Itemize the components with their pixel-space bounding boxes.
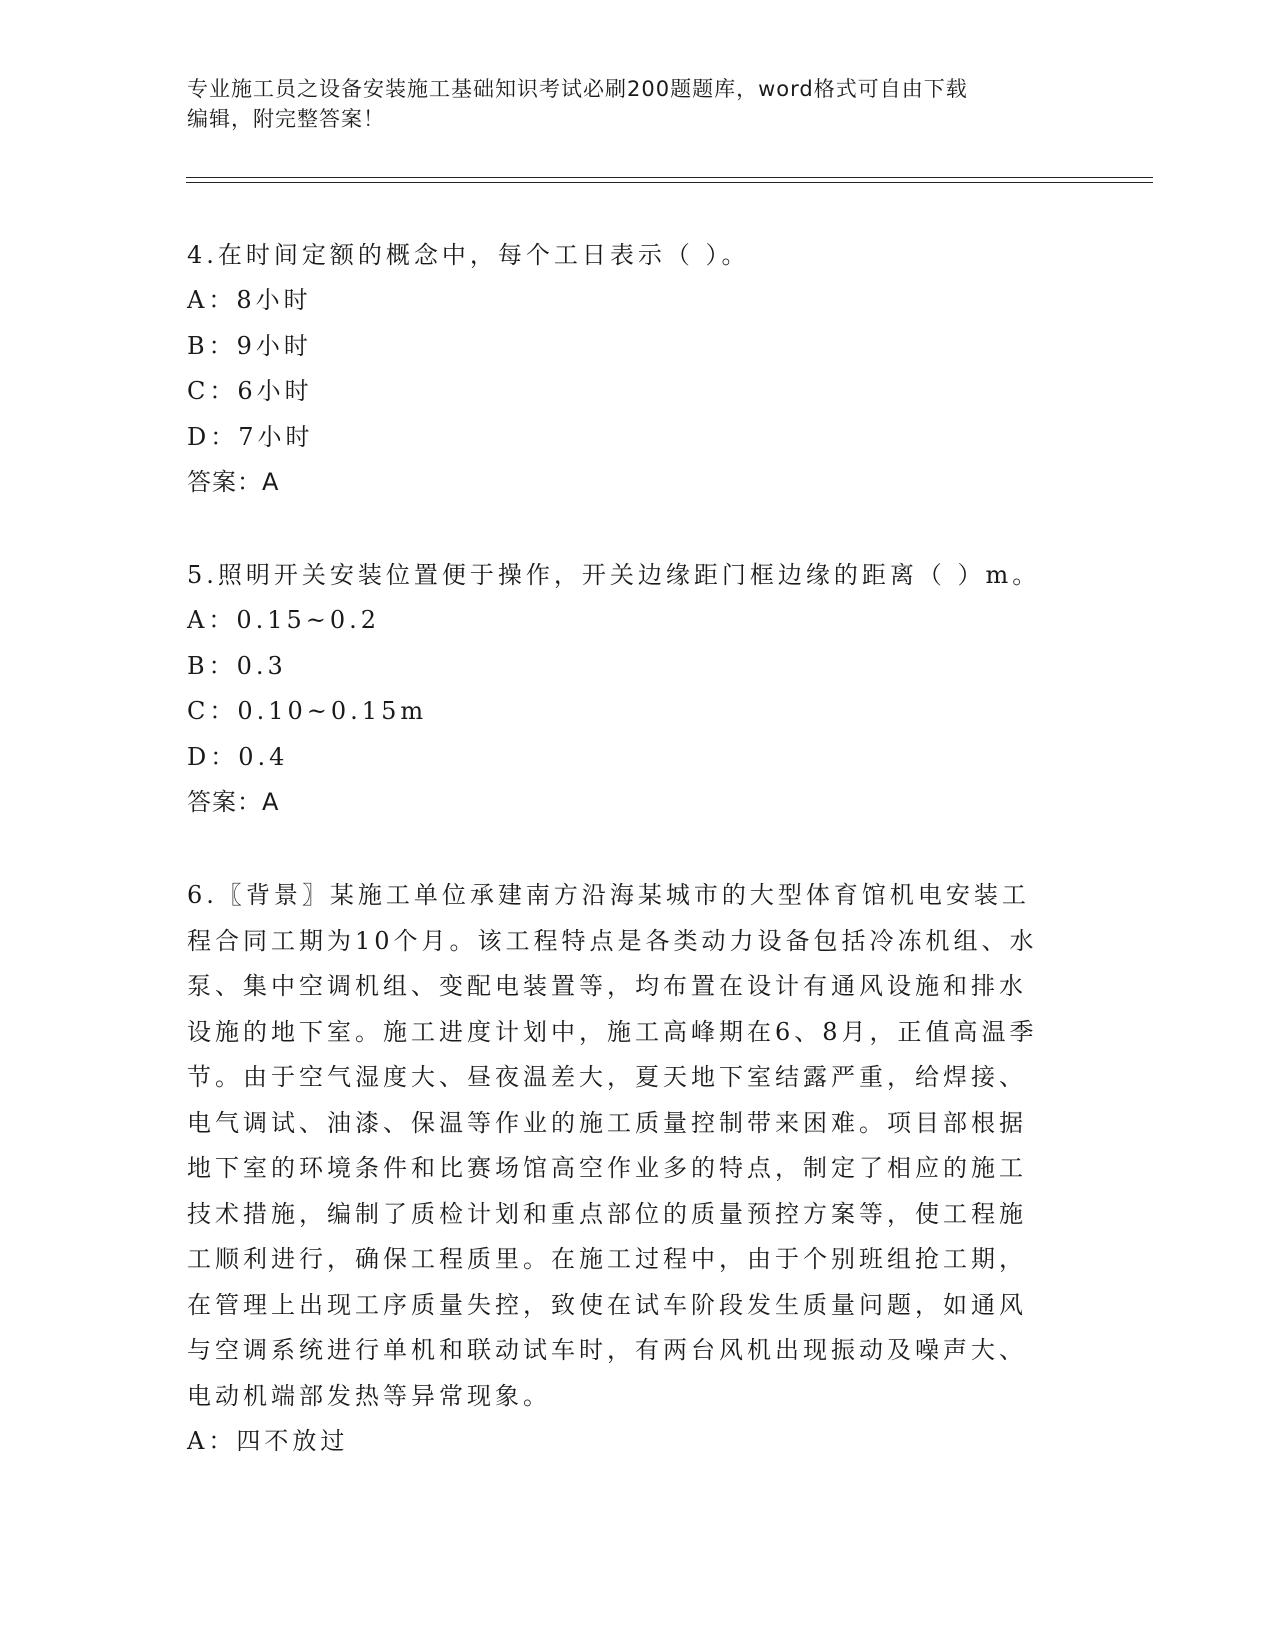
question-5 — [187, 553, 1087, 824]
stem-line: 电动机端部发热等异常现象。 — [187, 1381, 551, 1410]
stem-line: 地下室的环境条件和比赛场馆高空作业多的特点，制定了相应的施工 — [187, 1154, 1027, 1182]
header-divider-bottom — [186, 182, 1153, 183]
option-b: B：0.3 — [187, 651, 287, 680]
option-c: C：0.10~0.15m — [187, 697, 428, 725]
stem-line: 程合同工期为10个月。该工程特点是各类动力设备包括冷冻机组、水 — [187, 926, 1038, 955]
option-b: B：9小时 — [187, 331, 312, 360]
header-divider-top — [186, 177, 1153, 178]
answer-label: 答案：A — [187, 788, 280, 816]
stem-line: 技术措施，编制了质检计划和重点部位的质量预控方案等，使工程施 — [187, 1199, 1027, 1228]
question-6 — [187, 873, 1087, 1465]
stem-line: 设施的地下室。施工进度计划中，施工高峰期在6、8月，正值高温季 — [187, 1017, 1038, 1046]
option-a: A：8小时 — [187, 286, 312, 314]
header-title-line-2: 编辑，附完整答案！ — [187, 107, 385, 131]
option-d: D：7小时 — [187, 422, 314, 451]
question-stem — [187, 873, 1092, 1419]
answer-label: 答案：A — [187, 468, 280, 496]
stem-line: 在管理上出现工序质量失控，致使在试车阶段发生质量问题，如通风 — [187, 1290, 1027, 1319]
stem-line: 与空调系统进行单机和联动试车时，有两台风机出现振动及噪声大、 — [187, 1336, 1027, 1364]
stem-line: 电气调试、油漆、保温等作业的施工质量控制带来困难。项目部根据 — [187, 1108, 1027, 1137]
option-c: C：6小时 — [187, 377, 313, 405]
question-stem: 4.在时间定额的概念中，每个工日表示（ ）。 — [187, 241, 750, 269]
stem-line: 泵、集中空调机组、变配电装置等，均布置在设计有通风设施和排水 — [187, 972, 1027, 1000]
question-stem: 5.照明开关安装位置便于操作，开关边缘距门框边缘的距离（ ）m。 — [187, 561, 1041, 589]
stem-line: 6.〖背景〗某施工单位承建南方沿海某城市的大型体育馆机电安装工 — [187, 881, 1030, 909]
stem-line: 工顺利进行，确保工程质里。在施工过程中，由于个别班组抢工期， — [187, 1245, 1027, 1273]
option-a: A：四不放过 — [187, 1427, 349, 1455]
question-4 — [187, 233, 1087, 504]
option-a: A：0.15~0.2 — [187, 606, 381, 634]
document-header — [187, 74, 1087, 134]
option-d: D：0.4 — [187, 742, 289, 771]
stem-line: 节。由于空气湿度大、昼夜温差大，夏天地下室结露严重，给焊接、 — [187, 1063, 1027, 1091]
header-title-line-1: 专业施工员之设备安装施工基础知识考试必刷200题题库，word格式可自由下载 — [187, 77, 968, 101]
